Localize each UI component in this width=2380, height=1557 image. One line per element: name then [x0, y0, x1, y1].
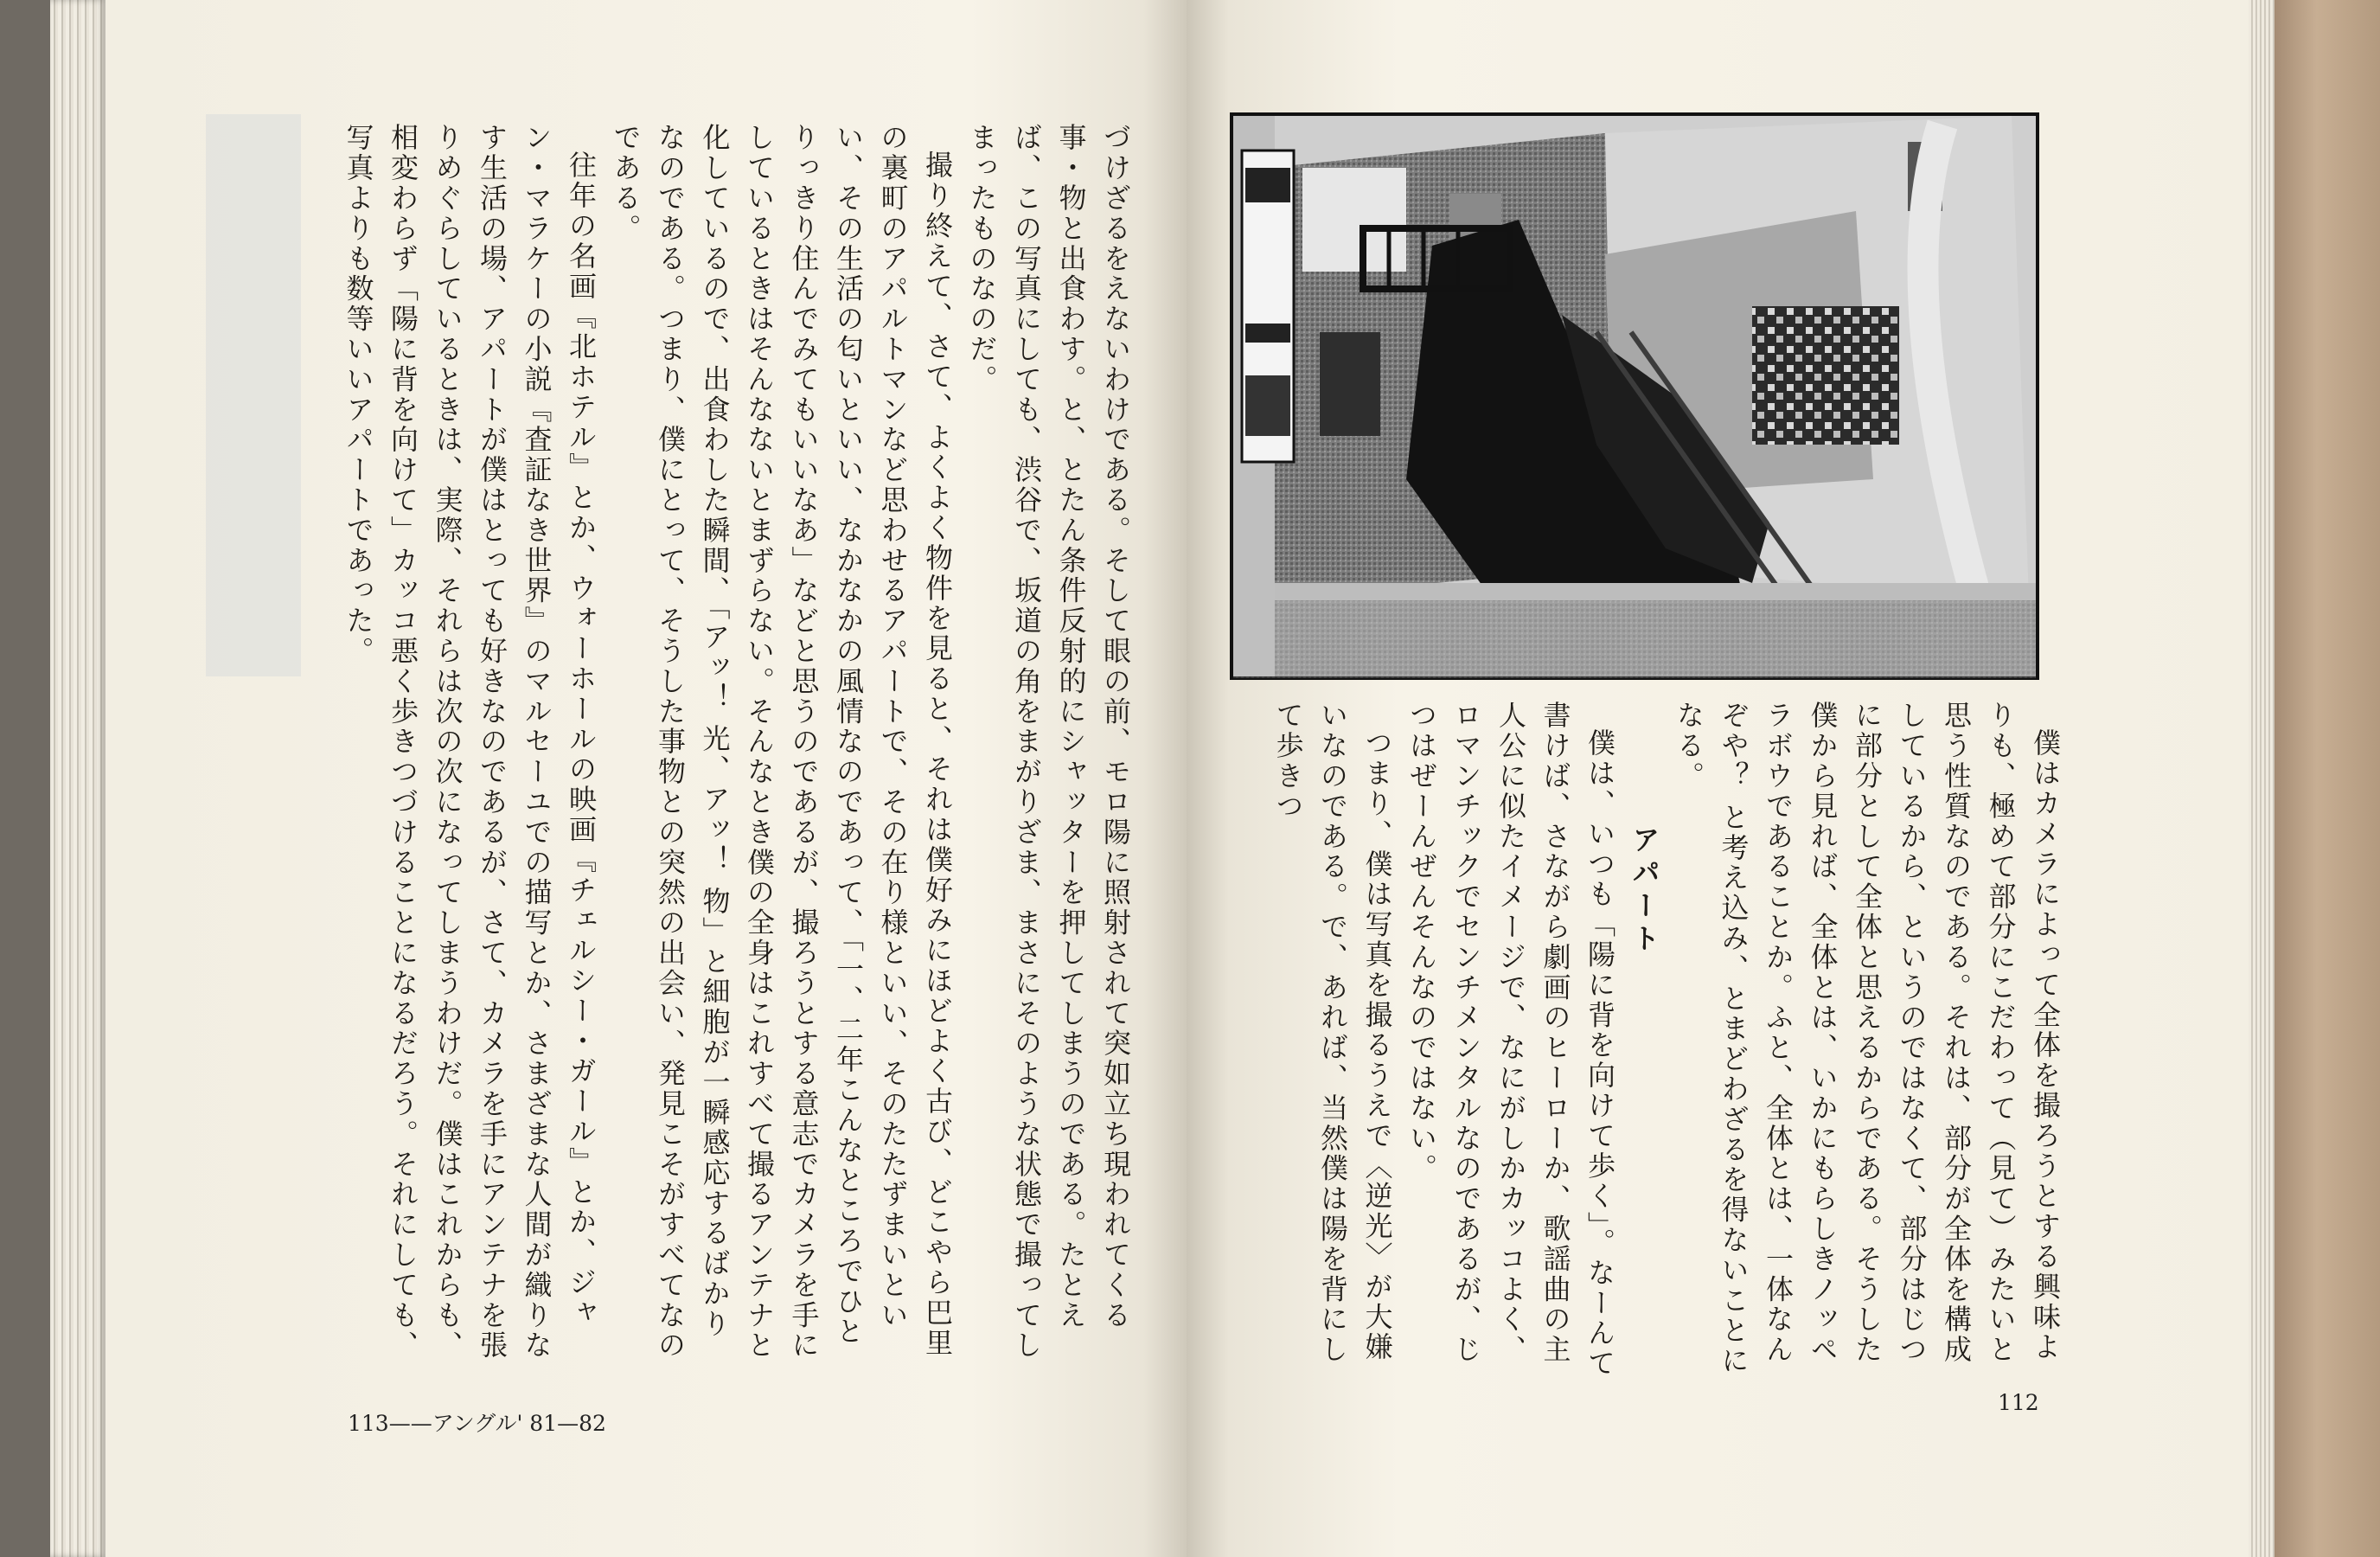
page-number-right: 112	[1998, 1390, 2039, 1415]
page-edges-left	[50, 0, 106, 1557]
paragraph: 僕はカメラによって全体を撮ろうとする興味よりも、極めて部分にこだわって（見て）みたいと思う性質なのである。それは、部分が全体を構成しているから、というのではなくて、部分はじつに部分として全体と思えるからである。そうした僕から見れば、全体とは、いかにもらしきノッペラボウであることか。ふと、全体とは、一体なんぞや？ と考え込み、とまどわざるを得ないことになる。	[1673, 701, 2062, 1376]
show-through-ghost	[206, 114, 301, 676]
right-page-body	[1237, 701, 2067, 1384]
page-edges-right	[2249, 0, 2274, 1557]
paragraph: づけざるをえないわけである。そして眼の前、モロ陽に照射されて突如立ち現われてくる事・物と出食わす。と、とたん条件反射的にシャッターを押してしまうのである。たとえば、この写真にしても、渋谷で、坂道の角をまがりざま、まさにそのような状態で撮ってしまったものなのだ。	[965, 123, 1132, 1361]
paragraph: 往年の名画『北ホテル』とか、ウォーホールの映画『チェルシー・ガール』とか、ジャン・マラケーの小説『査証なき世界』のマルセーユでの描写とか、さまざまな人間が織りなす生活の場、アパートが僕はとっても好きなのであるが、さて、カメラを手にアンテナを張りめぐらしているときは、実際、それらは次の次になってしまうわけだ。僕はこれからも、相変わらず「陽に背を向けて」カッコ悪く歩きつづけることになるだろう。それにしても、写真よりも数等いいアパートであった。	[342, 123, 598, 1361]
paragraph: 僕は、いつも「陽に背を向けて歩く」。なーんて書けば、さながら劇画のヒーローか、歌謡曲の主人公に似たイメージで、なにがしかカッコよく、ロマンチックでセンチメンタルなのであるが、じつはぜーんぜんそんなのではない。	[1405, 701, 1616, 1379]
book-cover-edge	[2274, 0, 2380, 1557]
left-page-body	[342, 123, 1137, 1368]
apartment-photo	[1230, 112, 2039, 680]
paragraph: 撮り終えて、さて、よくよく物件を見ると、それは僕好みにほどよく古び、どこやら巴里の裏町のアパルトマンなど思わせるアパートで、その在り様といい、そのたたずまいといい、その生活の匂いといい、なかなかの風情なのであって、「一、二年こんなところでひとりっきり住んでみてもいいなあ」などと思うのであるが、撮ろうとする意志でカメラを手にしているときはそんなないとまずらない。そんなとき僕の全身はこれすべて撮るアンテナと化しているので、出食わした瞬間、「アッ！ 光、アッ！ 物」と細胞が一瞬感応するばかりなのである。つまり、僕にとって、そうした事物との突然の出会い、発見こそがすべてなのである。	[609, 123, 954, 1361]
page-number-left: 113——アングル' 81—82	[348, 1411, 606, 1436]
section-heading: アパート	[1628, 825, 1661, 957]
paragraph: つまり、僕は写真を撮るうえで〈逆光〉が大嫌いなのである。で、あれば、当然僕は陽を背にして歩きつ	[1271, 701, 1394, 1365]
